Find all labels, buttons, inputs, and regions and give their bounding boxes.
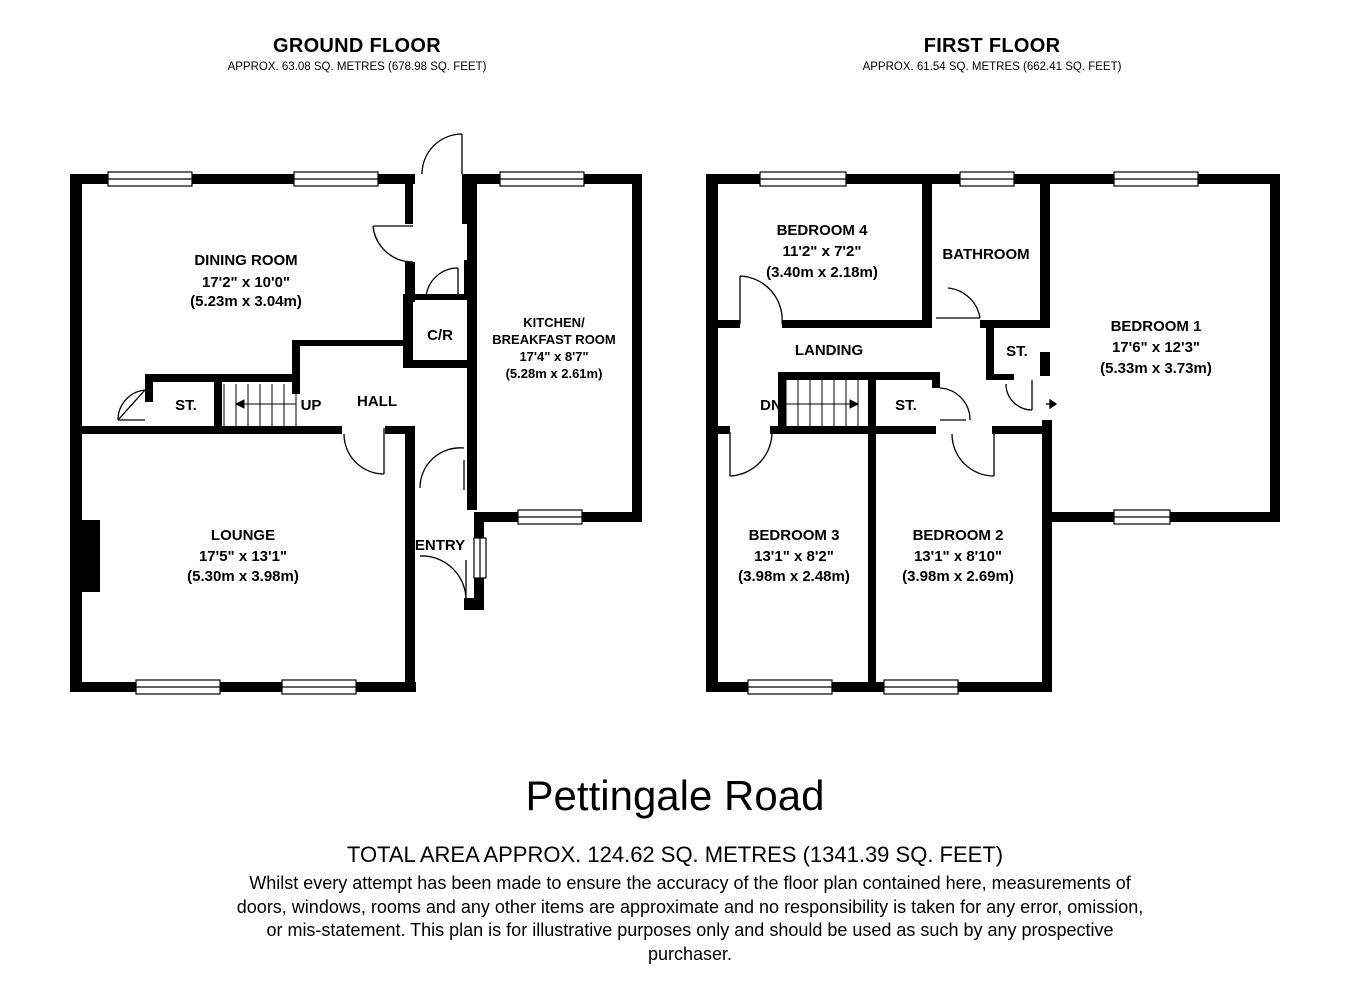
- bedroom3-name: BEDROOM 3: [748, 527, 840, 544]
- bedroom3-imperial: 13'1" x 8'2": [754, 548, 834, 565]
- bedroom4-name: BEDROOM 4: [776, 222, 868, 239]
- ground-floor-title: GROUND FLOOR: [272, 35, 442, 57]
- first-floor-area: APPROX. 61.54 SQ. METRES (662.41 SQ. FEET): [862, 61, 1122, 73]
- dining-room-metric: (5.23m x 3.04m): [190, 293, 302, 310]
- bathroom-label: BATHROOM: [942, 246, 1030, 263]
- dining-room-imperial: 17'2" x 10'0": [201, 274, 291, 291]
- bedroom4-metric: (3.40m x 2.18m): [766, 264, 878, 281]
- first-floor-stairs: [786, 380, 858, 426]
- dining-room-name: DINING ROOM: [194, 252, 298, 269]
- first-store-mid-label: ST.: [895, 397, 917, 414]
- total-area: TOTAL AREA APPROX. 124.62 SQ. METRES (1341.39 SQ. FEET): [346, 842, 1004, 867]
- landing-label: LANDING: [794, 342, 864, 359]
- bedroom1-metric: (5.33m x 3.73m): [1100, 360, 1212, 377]
- ground-floor-walls: [70, 174, 642, 692]
- first-floor-title: FIRST FLOOR: [923, 35, 1061, 57]
- disclaimer-text: Whilst every attempt has been made to ensure the accuracy of the floor plan contained here, measurements of doors, windows, rooms and any other items are approximate and no responsibility is taken for any error, omission, or mis-statement. This plan is for illustrative purposes only and should be used as such by any prospective purchaser.: [236, 873, 1144, 964]
- ground-floor-plan: [70, 134, 642, 694]
- stairs-down-label: DN: [760, 397, 782, 414]
- kitchen-name-line1: KITCHEN/: [523, 315, 585, 330]
- property-name: Pettingale Road: [525, 772, 825, 819]
- first-floor-plan: [706, 172, 1280, 694]
- cr-label: C/R: [427, 327, 453, 344]
- ground-store-label: ST.: [175, 397, 197, 414]
- lounge-name: LOUNGE: [210, 527, 276, 544]
- entry-label: ENTRY: [414, 537, 466, 554]
- lounge-metric: (5.30m x 3.98m): [187, 568, 299, 585]
- kitchen-name-line2: BREAKFAST ROOM: [492, 332, 616, 347]
- bedroom2-imperial: 13'1" x 8'10": [913, 548, 1003, 565]
- bedroom3-metric: (3.98m x 2.48m): [738, 568, 850, 585]
- bedroom2-metric: (3.98m x 2.69m): [902, 568, 1014, 585]
- bedroom2-name: BEDROOM 2: [912, 527, 1004, 544]
- kitchen-metric: (5.28m x 2.61m): [505, 366, 603, 381]
- ground-floor-area: APPROX. 63.08 SQ. METRES (678.98 SQ. FEET): [227, 61, 487, 73]
- kitchen-imperial: 17'4" x 8'7": [519, 349, 589, 364]
- stairs-up-label: UP: [300, 397, 322, 414]
- bedroom4-imperial: 11'2" x 7'2": [782, 243, 862, 260]
- lounge-imperial: 17'5" x 13'1": [198, 548, 288, 565]
- bedroom1-name: BEDROOM 1: [1110, 318, 1202, 335]
- hall-label: HALL: [357, 393, 397, 410]
- first-store-right-label: ST.: [1006, 343, 1028, 360]
- bedroom1-imperial: 17'6" x 12'3": [1111, 339, 1201, 356]
- ground-floor-stairs: [224, 384, 296, 426]
